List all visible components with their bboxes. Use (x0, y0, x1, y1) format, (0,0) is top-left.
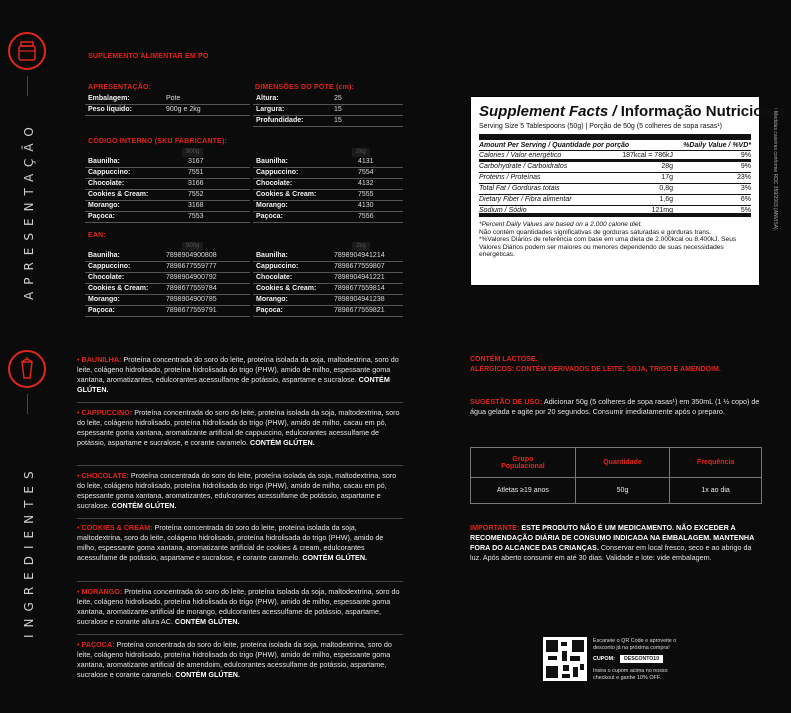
value: 15 (331, 116, 403, 127)
table-row (253, 201, 403, 212)
label: Baunilha: (85, 157, 185, 168)
table-row (253, 212, 403, 223)
label: Paçoca: (85, 306, 163, 317)
value: 4131 (355, 157, 403, 168)
cell: 50g (575, 478, 670, 504)
coupon-label: CUPOM: (593, 656, 615, 662)
label: Chocolate: (85, 179, 185, 190)
ingredient-text: Proteína concentrada do soro do leite, proteína isolada da soja, maltodextrina, soro do leite, colágeno hidrolisado, proteína hidrolisada do trigo (PHW), amido de milho, espessante goma xantana, aromatizante artificial de cookies & cream, edulcorantes acessulfame de potássio, aspartame e sucralose, e corante caramelo. (77, 523, 384, 562)
nutrient-label: Total Fat / Gorduras totais (479, 185, 560, 192)
table-row (253, 284, 403, 295)
value: 25 (331, 94, 403, 105)
facts-header-right: %Daily Value / %VD* (683, 142, 751, 149)
divider-line (77, 402, 403, 403)
qr-code[interactable] (543, 637, 587, 681)
table-header (471, 448, 762, 478)
table-row (85, 284, 250, 295)
label: Embalagem: (85, 94, 163, 105)
label: Baunilha: (85, 251, 163, 262)
table-row (85, 179, 250, 190)
nutrient-amount: 1,6g (659, 196, 673, 203)
label: Profundidade: (253, 116, 331, 127)
bullet-icon: • (77, 408, 82, 417)
table-row (253, 116, 403, 127)
nutrient-amount: 121mg (651, 207, 673, 214)
header-cell: Grupo Populacional (471, 448, 576, 478)
side-label-ingredientes: INGREDIENTES (22, 464, 36, 638)
label: Cappuccino: (85, 168, 185, 179)
qr-line: Insira o cupom acima no nosso (593, 668, 668, 674)
nutrient-dv: 5% (740, 207, 751, 214)
facts-title-en: Supplement Facts (479, 103, 609, 120)
label: Cookies & Cream: (253, 190, 355, 201)
table-row (85, 201, 250, 212)
table-row (253, 157, 403, 168)
label: Cappuccino: (253, 262, 331, 273)
nutrient-label: Carbohydrate / Carboidratos (479, 163, 568, 170)
footnote: *Percent Daily Values are based on a 2.000 calorie diet. (479, 221, 643, 228)
ingredient-cookies-cream (77, 523, 403, 563)
table-row (85, 157, 250, 168)
value: 7555 (355, 190, 403, 201)
table-row (253, 168, 403, 179)
table-row (253, 179, 403, 190)
value: 7551 (185, 168, 250, 179)
qr-text-bottom (593, 668, 668, 682)
nutrient-dv: 9% (740, 163, 751, 170)
cell: 1x ao dia (670, 478, 762, 504)
label: Chocolate: (253, 273, 331, 284)
nutrient-amount: 187kcal = 786kJ (622, 152, 673, 159)
value: 3168 (185, 201, 250, 212)
nutrient-label: Dietary Fiber / Fibra alimentar (479, 196, 572, 203)
usage-suggestion (470, 397, 760, 417)
table-row (85, 168, 250, 179)
gluten-warning: CONTÉM GLÚTEN. (175, 670, 240, 679)
value: 15 (331, 105, 403, 116)
label: Morango: (85, 295, 163, 306)
sku-table-2kg (253, 157, 403, 223)
nutrient-dv: 3% (740, 185, 751, 192)
divider-line (27, 76, 28, 96)
table-row (85, 273, 250, 284)
table-row (85, 212, 250, 223)
value: 7898677559777 (163, 262, 250, 273)
divider-line (77, 634, 403, 635)
facts-row (479, 184, 751, 195)
value: 900g e 2kg (163, 105, 250, 116)
label: Baunilha: (253, 251, 331, 262)
facts-row (479, 151, 751, 162)
ingredient-morango (77, 587, 403, 627)
facts-row (479, 195, 751, 206)
flavor-name: CAPPUCCINO: (81, 408, 133, 417)
ingredient-pacoca (77, 640, 403, 680)
bullet-icon: • (77, 640, 82, 649)
ean-table-2kg (253, 251, 403, 317)
facts-header-left: Amount Per Serving / Quantidade por porção (479, 142, 630, 149)
table-row (253, 262, 403, 273)
important-notice (470, 523, 762, 563)
ingredient-text: Proteína concentrada do soro do leite, proteína isolada da soja, maltodextrina, soro do leite, colágeno hidrolisado, proteína hidrolisada do trigo (PHW), amido de milho, espessante goma xantana, aromatizantes, edulcorantes acessulfame de potássio, aspartame e sucralose. (77, 355, 399, 384)
label: Cappuccino: (253, 168, 355, 179)
side-label-apresentacao: APRESENTAÇÃO (22, 120, 36, 300)
lactose-warning: CONTÉM LACTOSE. (470, 356, 538, 363)
important-text: Conservar em local fresco, seco e ao abrigo da luz. Após aberto consumir em até 30 dias. Validade e lote: vide embalagem. (470, 543, 752, 562)
ingredient-text: Proteína concentrada do soro do leite, proteína isolada da soja, maltodextrina, soro do leite, colágeno hidrolisado, proteína hidrolisada do trigo (PHW), amido de milho, espessante goma xantana, aromatizante artificial de morango, edulcorantes acessulfame de potássio, aspartame, sucralose e corante allura AC. (77, 587, 400, 626)
gluten-warning: CONTÉM GLÚTEN. (174, 617, 240, 626)
nutrient-amount: 28g (661, 163, 673, 170)
nutrient-label: Sodium / Sódio (479, 207, 527, 214)
ingredient-cappuccino (77, 408, 403, 448)
label: Cookies & Cream: (253, 284, 331, 295)
apresentacao-table (85, 94, 250, 116)
value: 3166 (185, 179, 250, 190)
table-row (85, 94, 250, 105)
facts-title-sep: / (608, 103, 621, 120)
value: 7898904941238 (331, 295, 403, 306)
nutrient-amount: 0,8g (659, 185, 673, 192)
value: 7898677559821 (331, 306, 403, 317)
value: 7552 (185, 190, 250, 201)
nutrient-label: Calories / Valor energético (479, 152, 562, 159)
value: 7898904900808 (163, 251, 250, 262)
table-row (85, 262, 250, 273)
ean-header-2kg: 2kg (352, 242, 370, 251)
label: Cookies & Cream: (85, 284, 163, 295)
value: 7553 (185, 212, 250, 223)
value: 7556 (355, 212, 403, 223)
cell: Atletas ≥19 anos (471, 478, 576, 504)
apresentacao-title: APRESENTAÇÃO: (88, 84, 152, 91)
value: 7898677559807 (331, 262, 403, 273)
gluten-warning: CONTÉM GLÚTEN. (111, 501, 177, 510)
population-table (470, 447, 762, 504)
label: Paçoca: (253, 306, 331, 317)
sku-header-900g: 900g (182, 148, 203, 157)
label: Chocolate: (253, 179, 355, 190)
table-row (253, 105, 403, 116)
value: Pote (163, 94, 250, 105)
dimensoes-title: DIMENSÕES DO POTE (cm): (255, 84, 355, 91)
coupon-code: DESCONTO10 (620, 655, 663, 663)
bullet-icon: • (77, 587, 82, 596)
divider-line (77, 518, 403, 519)
ingredient-baunilha (77, 355, 403, 395)
value: 7898677559814 (331, 284, 403, 295)
label: Chocolate: (85, 273, 163, 284)
ean-table-900g (85, 251, 250, 317)
label: Largura: (253, 105, 331, 116)
flavor-name: MORANGO: (81, 587, 123, 596)
ingredient-text: Proteína concentrada do soro do leite, proteína isolada da soja, maltodextrina, soro do leite, colágeno hidrolisado, proteína hidrolisada do trigo (PHW), amido de milho, cacau em pó, espessante goma xantana, aromatizante artificial de cappuccino, edulcorantes acessulfame de potássio, aspartame e sucralose, e corante caramelo. (77, 408, 400, 447)
table-row (253, 306, 403, 317)
facts-row (479, 162, 751, 173)
sku-table-900g (85, 157, 250, 223)
dimensoes-table (253, 94, 403, 127)
table-row (85, 306, 250, 317)
divider-line (77, 581, 403, 582)
label: Peso líquido: (85, 105, 163, 116)
table-row (85, 190, 250, 201)
important-bold: ESTE PRODUTO NÃO É UM MEDICAMENTO. NÃO EXCEDER A RECOMENDAÇÃO DIÁRIA DE CONSUMO INDICADA NA EMBALAGEM. MANTENHA FORA DO ALCANCE DAS CRIANÇAS. (470, 523, 755, 552)
qr-line: checkout e ganhe 10% OFF. (593, 675, 662, 681)
table-row (253, 273, 403, 284)
bullet-icon: • (77, 355, 82, 364)
ingredient-chocolate (77, 471, 403, 511)
value: 3167 (185, 157, 250, 168)
divider-line (77, 465, 403, 466)
facts-row (479, 206, 751, 217)
gluten-warning: CONTÉM GLÚTEN. (250, 438, 315, 447)
label: Paçoca: (85, 212, 185, 223)
serving-size: Serving Size 5 Tablespoons (50g) | Porção de 50g (5 colheres de sopa rasas¹) (479, 123, 751, 140)
label: Morango: (253, 201, 355, 212)
nutrient-dv: 6% (740, 196, 751, 203)
gluten-warning: CONTÉM GLÚTEN. (302, 553, 368, 562)
value: 7898677559784 (163, 284, 250, 295)
ingredient-text: Proteína concentrada do soro do leite, proteína isolada da soja, maltodextrina, soro do leite, colágeno hidrolisado, proteína hidrolisada do trigo (PHW), amido de milho, cacau em pó, espessante goma xantana, aromatizantes, edulcorantes acessulfame de potássio, aspartame e sucralose. (77, 471, 397, 510)
table-row (253, 251, 403, 262)
sku-header-2kg: 2kg (352, 148, 370, 157)
label: Baunilha: (253, 157, 355, 168)
sku-title: CÓDIGO INTERNO (SKU FABRICANTE): (88, 138, 228, 145)
nutrient-amount: 17g (661, 174, 673, 181)
table-row (253, 190, 403, 201)
facts-header (479, 140, 751, 151)
flavor-name: COOKIES & CREAM: (81, 523, 153, 532)
nutrient-dv: 23% (736, 174, 751, 181)
facts-row (479, 173, 751, 184)
bullet-icon: • (77, 471, 82, 480)
facts-side-note: ¹ Medidas caseiras conforme RDC 359/2003 (ANVISA). (772, 108, 778, 232)
shaker-icon (8, 350, 46, 388)
value: 7898904941214 (331, 251, 403, 262)
value: 7898904900785 (163, 295, 250, 306)
table-row (471, 478, 762, 504)
footnote: Não contém quantidades significativas de gorduras saturadas e gorduras trans. (479, 228, 712, 236)
gluten-warning: CONTÉM GLÚTEN. (77, 375, 390, 394)
label: Cookies & Cream: (85, 190, 185, 201)
flavor-name: CHOCOLATE: (81, 471, 129, 480)
qr-line: Escaneie o QR Code e aproveite o (593, 638, 677, 644)
label: Morango: (253, 295, 331, 306)
value: 4130 (355, 201, 403, 212)
nutrient-label: Proteins / Proteínas (479, 174, 541, 181)
divider-line (27, 394, 28, 414)
header-cell: Frequência (670, 448, 762, 478)
nutrient-dv: 9% (740, 152, 751, 159)
table-row (253, 295, 403, 306)
usage-label: SUGESTÃO DE USO: (470, 397, 543, 406)
page-title: SUPLEMENTO ALIMENTAR EM PÓ (88, 53, 209, 60)
ean-header-900g: 900g (182, 242, 203, 251)
allergens-warning: ALÉRGICOS: CONTÉM DERIVADOS DE LEITE, SOJA, TRIGO E AMENDOIM. (470, 366, 721, 373)
value: 4132 (355, 179, 403, 190)
label: Paçoca: (253, 212, 355, 223)
qr-text-top (593, 638, 676, 652)
qr-line: desconto já na próxima compra! (593, 645, 670, 651)
value: 7898677559791 (163, 306, 250, 317)
important-label: IMPORTANTE: (470, 523, 520, 532)
label: Altura: (253, 94, 331, 105)
table-row (85, 105, 250, 116)
flavor-name: BAUNILHA: (81, 355, 122, 364)
ean-title: EAN: (88, 232, 106, 239)
flavor-name: PAÇOCA: (81, 640, 115, 649)
bullet-icon: • (77, 523, 82, 532)
ingredient-text: Proteína concentrada do soro do leite, proteína isolada da soja, maltodextrina, soro do leite, colágeno hidrolisado, proteína hidrolisada do trigo (PHW), amido de milho, espessante goma xantana, aromatizante artificial de amendoim, edulcorantes acessulfame de potássio, aspartame, sucralose e corante caramelo. (77, 640, 392, 679)
jar-icon (8, 32, 46, 70)
table-row (85, 251, 250, 262)
usage-text: Adicionar 50g (5 colheres de sopa rasas¹) em 350mL (1 ½ copo) de água gelada e agite por 20 segundos. Consumir imediatamente após o preparo. (470, 397, 760, 416)
facts-title-pt: Informação Nutricional (620, 103, 785, 120)
footnote: *%Valores Diários de referência com base em uma dieta de 2.000kcal ou 8.400kJ. Seus Valores Diários podem ser maiores ou menores dependendo de suas necessidades energéticas. (479, 236, 737, 258)
label: Morango: (85, 201, 185, 212)
table-row (253, 94, 403, 105)
value: 7554 (355, 168, 403, 179)
value: 7898904941221 (331, 273, 403, 284)
header-cell: Quantidade (575, 448, 670, 478)
label: Cappuccino: (85, 262, 163, 273)
table-row (85, 295, 250, 306)
facts-footnotes (479, 221, 751, 259)
value: 7898904900792 (163, 273, 250, 284)
facts-title (479, 103, 785, 120)
